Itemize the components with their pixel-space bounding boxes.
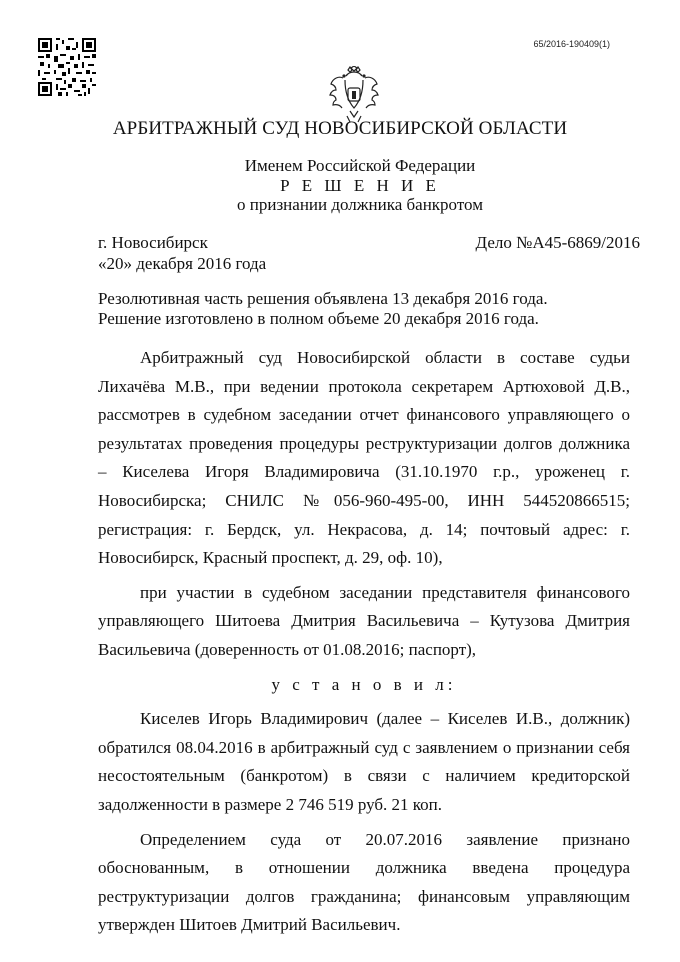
note-resolutive-part: Резолютивная часть решения объявлена 13 декабря 2016 года.	[98, 289, 548, 308]
note-full-text-date: Решение изготовлено в полном объеме 20 декабря 2016 года.	[98, 309, 539, 328]
heading-line-1: Именем Российской Федерации	[244, 156, 476, 175]
document-number: 65/2016-190409(1)	[533, 39, 610, 49]
document-subject: о признании должника банкротом	[237, 195, 483, 214]
paragraph-participants: при участии в судебном заседании представителя финансового управляющего Шитоева Дмитрия Васильевича – Кутузова Дмитрия Васильевича (доверенность от 01.08.2016; паспорт),	[98, 582, 630, 659]
court-name: АРБИТРАЖНЫЙ СУД НОВОСИБИРСКОЙ ОБЛАСТИ	[112, 118, 568, 139]
coat-of-arms-icon	[328, 66, 380, 126]
paragraph-application: Киселев Игорь Владимирович (далее – Киселев И.В., должник) обратился 08.04.2016 в арбитражный суд с заявлением о признании себя несостоятельным (банкротом) в связи с наличием кредиторской задолженности в размере 2 746 519 руб. 21 коп.	[98, 709, 630, 814]
paragraph-court-composition: Арбитражный суд Новосибирской области в составе судьи Лихачёва М.В., при ведении протокола секретарем Артюховой Д.В., рассмотрев в судебном заседании отчет финансового управляющего о результатах проведения процедуры реструктуризации долгов должника – Киселева Игоря Владимировича (31.10.1970 г.р., уроженец г. Новосибирска; СНИЛС №056-960-495-00, ИНН 544520866515; регистрация: г. Бердск, ул. Некрасова, д. 14; почтовый адрес: г. Новосибирск, Красный проспект, д. 29, оф. 10),	[98, 348, 630, 568]
established-heading: у с т а н о в и л:	[271, 674, 457, 694]
city: г. Новосибирск	[98, 233, 208, 252]
document-type-title: Р Е Ш Е Н И Е	[280, 176, 440, 195]
qr-code-icon	[38, 38, 96, 96]
case-number: Дело №А45-6869/2016	[475, 233, 640, 252]
decision-body	[98, 344, 630, 940]
paragraph-court-ruling: Определением суда от 20.07.2016 заявление признано обоснованным, в отношении должника введена процедура реструктуризации долгов гражданина; финансовым управляющим утвержден Шитоев Дмитрий Васильевич.	[98, 829, 630, 935]
decision-date: «20» декабря 2016 года	[98, 254, 267, 273]
